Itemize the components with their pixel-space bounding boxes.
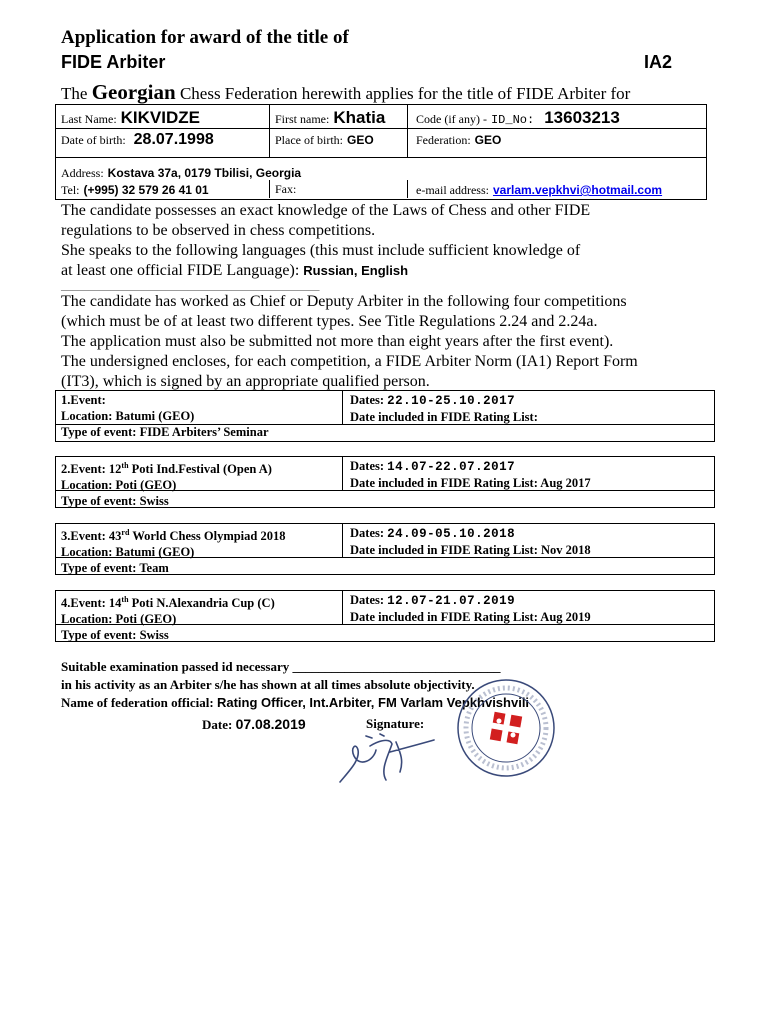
languages-value: Russian, English xyxy=(303,263,409,278)
page-title-line1: Application for award of the title of xyxy=(61,27,349,48)
address-row: Address: Kostava 37a, 0179 Tbilisi, Georgia xyxy=(61,166,302,180)
event-1-dates: Dates: 22.10-25.10.2017 Date included in FIDE Rating List: xyxy=(350,393,538,424)
form-code: IA2 xyxy=(644,52,673,72)
event-4-dates: Dates: 12.07-21.07.2019 Date included in FIDE Rating List: Aug 2019 xyxy=(350,593,591,624)
objectivity-line: in his activity as an Arbiter s/he has shown at all times absolute objectivity. xyxy=(61,677,475,692)
last-name-value: KIKVIDZE xyxy=(120,108,200,127)
first-name-value: Khatia xyxy=(333,108,386,127)
date-value: 07.08.2019 xyxy=(235,716,306,732)
email-link[interactable]: varlam.vepkhvi@hotmail.com xyxy=(492,183,663,197)
pob-cell: Place of birth: GEO xyxy=(275,133,374,147)
tel-value: (+995) 32 579 26 41 01 xyxy=(83,183,209,197)
knowledge-paragraph: The candidate possesses an exact knowledge of the Laws of Chess and other FIDE regulations to be observed in chess competitions. She speaks to the following languages (this must include sufficient knowledge of at least one official FIDE Language): Russian, English _______________________________________________ xyxy=(61,201,721,291)
federation-stamp xyxy=(455,677,557,779)
event-1-details: 1.Event: Location: Batumi (GEO) Type of event: FIDE Arbiters’ Seminar xyxy=(61,393,269,439)
last-name-cell: Last Name: KIKVIDZE xyxy=(61,108,200,127)
id-number-value: 13603213 xyxy=(544,108,620,127)
dob-value: 28.07.1998 xyxy=(133,131,214,148)
intro-suffix: Chess Federation herewith applies for the title of FIDE Arbiter for xyxy=(179,84,631,103)
fax-cell: Fax: xyxy=(275,182,297,196)
event-2-details: 2.Event: 12th Poti Ind.Festival (Open A) Location: Poti (GEO) Type of event: Swiss xyxy=(61,461,272,509)
event-2-dates: Dates: 14.07-22.07.2017 Date included in FIDE Rating List: Aug 2017 xyxy=(350,459,591,490)
event-3-details: 3.Event: 43rd World Chess Olympiad 2018 Location: Batumi (GEO) Type of event: Team xyxy=(61,528,286,576)
handwritten-signature xyxy=(330,730,440,790)
dob-cell: Date of birth: 28.07.1998 xyxy=(61,131,214,148)
pob-value: GEO xyxy=(346,133,374,147)
federation-cell: Federation: GEO xyxy=(416,133,502,147)
official-line: Name of federation official: Rating Officer, Int.Arbiter, FM Varlam Vepkhvishvili xyxy=(61,695,530,710)
event-4-details: 4.Event: 14th Poti N.Alexandria Cup (C) Location: Poti (GEO) Type of event: Swiss xyxy=(61,595,275,643)
page-title-line2: FIDE Arbiter xyxy=(61,52,166,72)
official-name: Rating Officer, Int.Arbiter, FM Varlam Vepkhvishvili xyxy=(216,695,530,710)
date-line: Date: 07.08.2019 xyxy=(202,716,306,732)
code-cell: Code (if any) - ID_No: 13603213 xyxy=(416,108,620,127)
first-name-cell: First name: Khatia xyxy=(275,108,386,127)
federation-name: Georgian xyxy=(91,80,176,104)
exam-line: Suitable examination passed id necessary ________________________________ xyxy=(61,659,501,674)
intro-sentence xyxy=(61,80,630,105)
event-3-dates: Dates: 24.09-05.10.2018 Date included in FIDE Rating List: Nov 2018 xyxy=(350,526,591,557)
email-cell: e-mail address: varlam.vepkhvi@hotmail.com xyxy=(416,183,663,197)
intro-prefix: The xyxy=(61,84,88,103)
address-value: Kostava 37a, 0179 Tbilisi, Georgia xyxy=(107,166,302,180)
tel-cell: Tel: (+995) 32 579 26 41 01 xyxy=(61,183,209,197)
competitions-intro: The candidate has worked as Chief or Deputy Arbiter in the following four competitions (which must be of at least two different types. See Title Regulations 2.24 and 2.24a. The application must also be submitted not more than eight years after the first event). The undersigned encloses, for each competition, a FIDE Arbiter Norm (IA1) Report Form (IT3), which is signed by an appropriate qualified person. xyxy=(61,293,638,390)
federation-value: GEO xyxy=(474,133,502,147)
signature-label: Signature: xyxy=(366,716,425,731)
divider-rule: _______________________________________________ xyxy=(61,280,320,292)
